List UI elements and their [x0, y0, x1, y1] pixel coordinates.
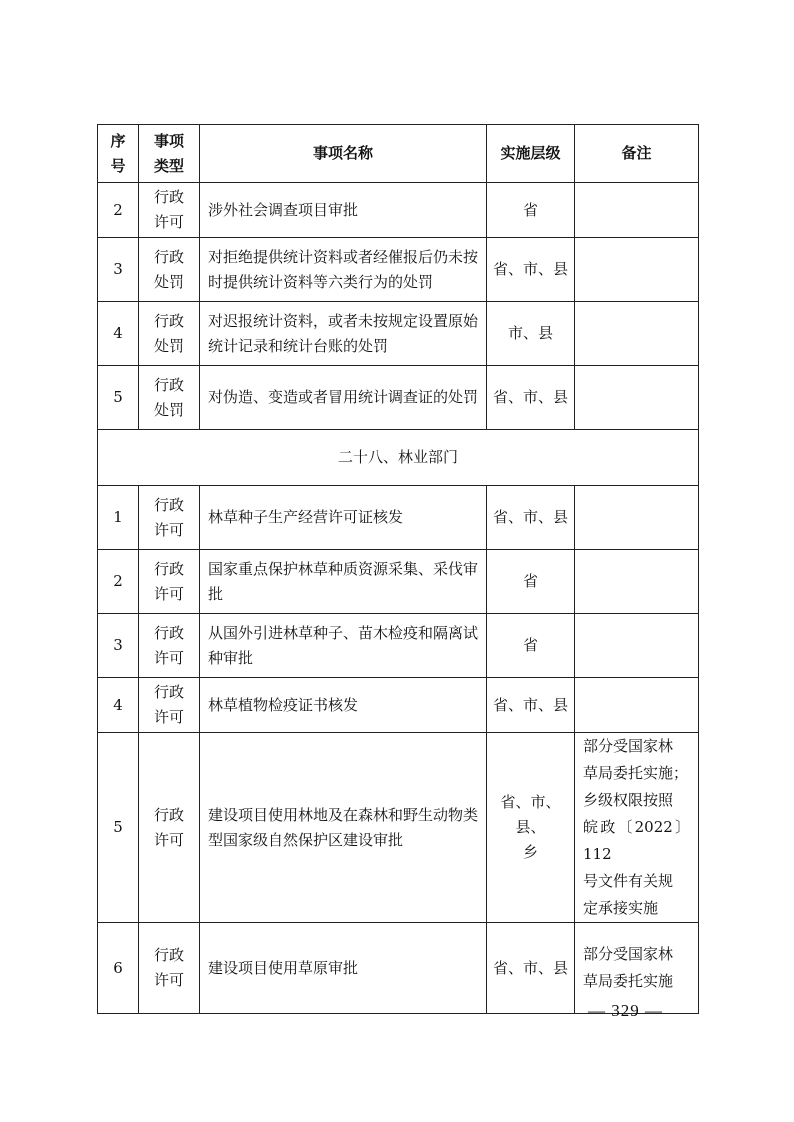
cell-level: 省 [487, 550, 575, 614]
table-row [98, 366, 699, 430]
cell-level: 省、市、县 [487, 678, 575, 733]
cell-name: 林草种子生产经营许可证核发 [200, 486, 487, 550]
cell-name: 涉外社会调查项目审批 [200, 183, 487, 238]
table-row [98, 733, 699, 923]
table-row [98, 923, 699, 1014]
cell-note: 部分受国家林 草局委托实施； 乡级权限按照 皖政〔2022〕112 号文件有关规 定承接实施 [575, 733, 699, 923]
cell-level: 省 [487, 614, 575, 678]
cell-name: 国家重点保护林草种质资源采集、采伐审批 [200, 550, 487, 614]
cell-type: 行政 许可 [139, 183, 200, 238]
cell-note [575, 614, 699, 678]
cell-level: 省、市、县、 乡 [487, 733, 575, 923]
items-table [97, 124, 699, 1014]
header-seq: 序 号 [98, 125, 139, 183]
cell-seq: 4 [98, 678, 139, 733]
cell-type: 行政 许可 [139, 733, 200, 923]
cell-type: 行政 许可 [139, 614, 200, 678]
section-row [98, 430, 699, 486]
table-row [98, 183, 699, 238]
cell-level: 省、市、县 [487, 238, 575, 302]
cell-level: 省、市、县 [487, 923, 575, 1014]
cell-seq: 3 [98, 238, 139, 302]
cell-note [575, 486, 699, 550]
header-level: 实施层级 [487, 125, 575, 183]
cell-seq: 5 [98, 733, 139, 923]
cell-note: 部分受国家林 草局委托实施 [575, 923, 699, 1014]
table-header-row [98, 125, 699, 183]
table-row [98, 302, 699, 366]
cell-level: 省、市、县 [487, 486, 575, 550]
header-note: 备注 [575, 125, 699, 183]
cell-type: 行政 处罚 [139, 238, 200, 302]
cell-name: 建设项目使用林地及在森林和野生动物类型国家级自然保护区建设审批 [200, 733, 487, 923]
table-row [98, 486, 699, 550]
cell-seq: 2 [98, 550, 139, 614]
cell-type: 行政 处罚 [139, 366, 200, 430]
section-title: 二十八、林业部门 [98, 430, 699, 486]
cell-seq: 5 [98, 366, 139, 430]
cell-note [575, 238, 699, 302]
cell-type: 行政 许可 [139, 550, 200, 614]
cell-type: 行政 许可 [139, 486, 200, 550]
cell-seq: 2 [98, 183, 139, 238]
cell-name: 建设项目使用草原审批 [200, 923, 487, 1014]
cell-seq: 4 [98, 302, 139, 366]
cell-note [575, 302, 699, 366]
cell-level: 省 [487, 183, 575, 238]
cell-name: 林草植物检疫证书核发 [200, 678, 487, 733]
cell-type: 行政 许可 [139, 923, 200, 1014]
table-row [98, 238, 699, 302]
header-name: 事项名称 [200, 125, 487, 183]
cell-note [575, 183, 699, 238]
table-row [98, 678, 699, 733]
cell-type: 行政 许可 [139, 678, 200, 733]
cell-seq: 6 [98, 923, 139, 1014]
cell-level: 市、县 [487, 302, 575, 366]
cell-name: 从国外引进林草种子、苗木检疫和隔离试种审批 [200, 614, 487, 678]
cell-name: 对伪造、变造或者冒用统计调查证的处罚 [200, 366, 487, 430]
cell-type: 行政 处罚 [139, 302, 200, 366]
header-type: 事项 类型 [139, 125, 200, 183]
cell-name: 对拒绝提供统计资料或者经催报后仍未按时提供统计资料等六类行为的处罚 [200, 238, 487, 302]
cell-level: 省、市、县 [487, 366, 575, 430]
cell-name: 对迟报统计资料，或者未按规定设置原始统计记录和统计台账的处罚 [200, 302, 487, 366]
table-row [98, 614, 699, 678]
table-row [98, 550, 699, 614]
cell-note [575, 550, 699, 614]
page-number: — 329 — [588, 1001, 663, 1020]
cell-seq: 1 [98, 486, 139, 550]
cell-note [575, 366, 699, 430]
cell-seq: 3 [98, 614, 139, 678]
cell-note [575, 678, 699, 733]
